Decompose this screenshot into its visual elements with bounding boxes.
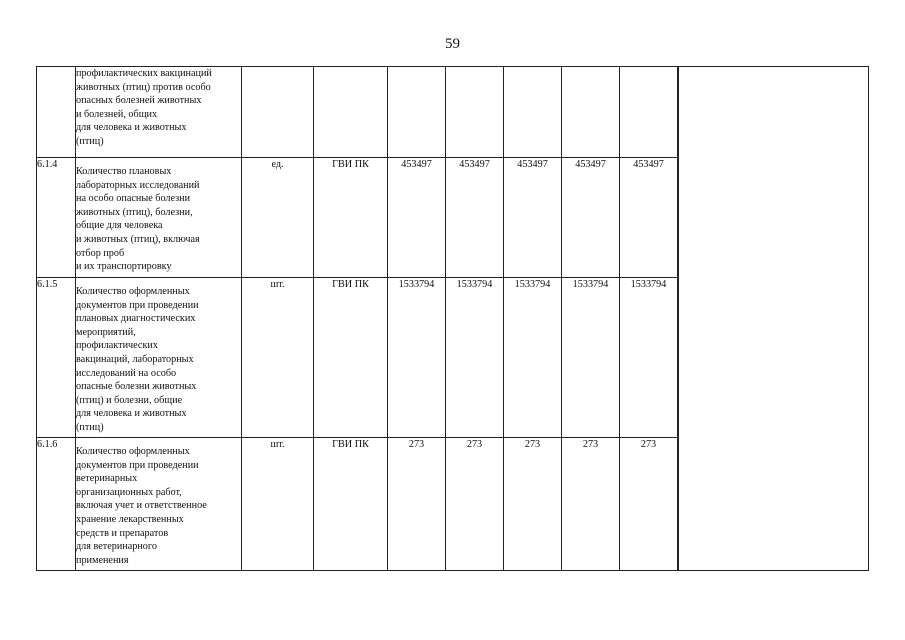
- indicator-name: [76, 67, 242, 158]
- table-row: [37, 438, 679, 571]
- organization-cell: ГВИ ПК: [314, 158, 388, 278]
- indicator-name-line: организационных работ,: [76, 486, 182, 498]
- table-body: [37, 67, 679, 571]
- indicator-name-line: (птиц) и болезни, общие: [76, 394, 183, 406]
- indicator-name-line: для человека и животных: [76, 408, 187, 420]
- indicator-name-line: опасные болезни животных: [76, 381, 197, 393]
- value-cell: 453497: [620, 158, 678, 278]
- value-cell: 1533794: [562, 278, 620, 438]
- indicator-name-line: отбор проб: [76, 247, 125, 259]
- value-cell: 1533794: [504, 278, 562, 438]
- table-row: [37, 278, 679, 438]
- table-row: [37, 158, 679, 278]
- indicator-name: [76, 158, 242, 278]
- value-cell: 453497: [388, 158, 446, 278]
- indicator-name-line: документов при проведении: [76, 299, 199, 311]
- indicator-name-line: для ветеринарного: [76, 541, 157, 553]
- bottom-extension-line: [678, 570, 869, 571]
- indicators-table: [36, 66, 679, 571]
- page-number: 59: [445, 36, 460, 52]
- indicator-name-line: лабораторных исследований: [76, 179, 200, 191]
- indicator-name-line: Количество оформленных: [76, 286, 190, 297]
- value-cell: [620, 67, 678, 158]
- indicator-name-line: документов при проведении: [76, 459, 199, 471]
- unit-cell: ед.: [242, 158, 314, 278]
- indicator-name-line: средств и препаратов: [76, 527, 169, 539]
- far-right-border-line: [868, 66, 869, 571]
- value-cell: 453497: [562, 158, 620, 278]
- value-cell: 453497: [504, 158, 562, 278]
- unit-cell: шт.: [242, 278, 314, 438]
- top-extension-line: [678, 66, 869, 67]
- indicator-name-line: на особо опасные болезни: [76, 193, 191, 205]
- indicator-name-line: исследований на особо: [76, 367, 177, 379]
- row-number: [37, 67, 76, 158]
- value-cell: 1533794: [446, 278, 504, 438]
- indicator-name-line: животных (птиц) против особо: [76, 81, 211, 93]
- value-cell: [388, 67, 446, 158]
- indicator-name-line: применения: [76, 554, 129, 566]
- indicator-name-line: для человека и животных: [76, 122, 187, 134]
- indicator-name-line: и их транспортировку: [76, 261, 172, 273]
- right-border-line: [678, 66, 679, 571]
- indicator-name-line: (птиц): [76, 135, 104, 147]
- indicator-name: [76, 278, 242, 438]
- indicator-name-line: и животных (птиц), включая: [76, 233, 200, 245]
- value-cell: 273: [620, 438, 678, 571]
- indicator-name-line: профилактических вакцинаций: [76, 68, 212, 79]
- indicator-name-line: животных (птиц), болезни,: [76, 206, 193, 218]
- indicator-name-line: ветеринарных: [76, 473, 138, 485]
- organization-cell: ГВИ ПК: [314, 438, 388, 571]
- indicator-name-line: вакцинаций, лабораторных: [76, 353, 194, 365]
- value-cell: 1533794: [388, 278, 446, 438]
- indicator-name: [76, 438, 242, 571]
- value-cell: 1533794: [620, 278, 678, 438]
- organization-cell: [314, 67, 388, 158]
- value-cell: [562, 67, 620, 158]
- indicator-name-line: плановых диагностических: [76, 313, 196, 325]
- value-cell: 273: [446, 438, 504, 571]
- indicator-name-line: Количество оформленных: [76, 446, 190, 457]
- row-number: 6.1.4: [37, 158, 76, 278]
- organization-cell: ГВИ ПК: [314, 278, 388, 438]
- indicator-name-line: опасных болезней животных: [76, 95, 202, 107]
- unit-cell: [242, 67, 314, 158]
- value-cell: 453497: [446, 158, 504, 278]
- indicator-name-line: Количество плановых: [76, 166, 172, 177]
- table-row: [37, 67, 679, 158]
- value-cell: [446, 67, 504, 158]
- indicator-name-line: профилактических: [76, 340, 158, 352]
- value-cell: 273: [504, 438, 562, 571]
- indicator-name-line: мероприятий,: [76, 326, 136, 338]
- indicator-name-line: включая учет и ответственное: [76, 500, 207, 512]
- unit-cell: шт.: [242, 438, 314, 571]
- value-cell: 273: [562, 438, 620, 571]
- indicator-name-line: общие для человека: [76, 220, 163, 232]
- row-number: 6.1.5: [37, 278, 76, 438]
- value-cell: 273: [388, 438, 446, 571]
- indicator-name-line: и болезней, общих: [76, 108, 158, 120]
- value-cell: [504, 67, 562, 158]
- row-number: 6.1.6: [37, 438, 76, 571]
- indicator-name-line: (птиц): [76, 421, 104, 433]
- indicator-name-line: хранение лекарственных: [76, 513, 184, 525]
